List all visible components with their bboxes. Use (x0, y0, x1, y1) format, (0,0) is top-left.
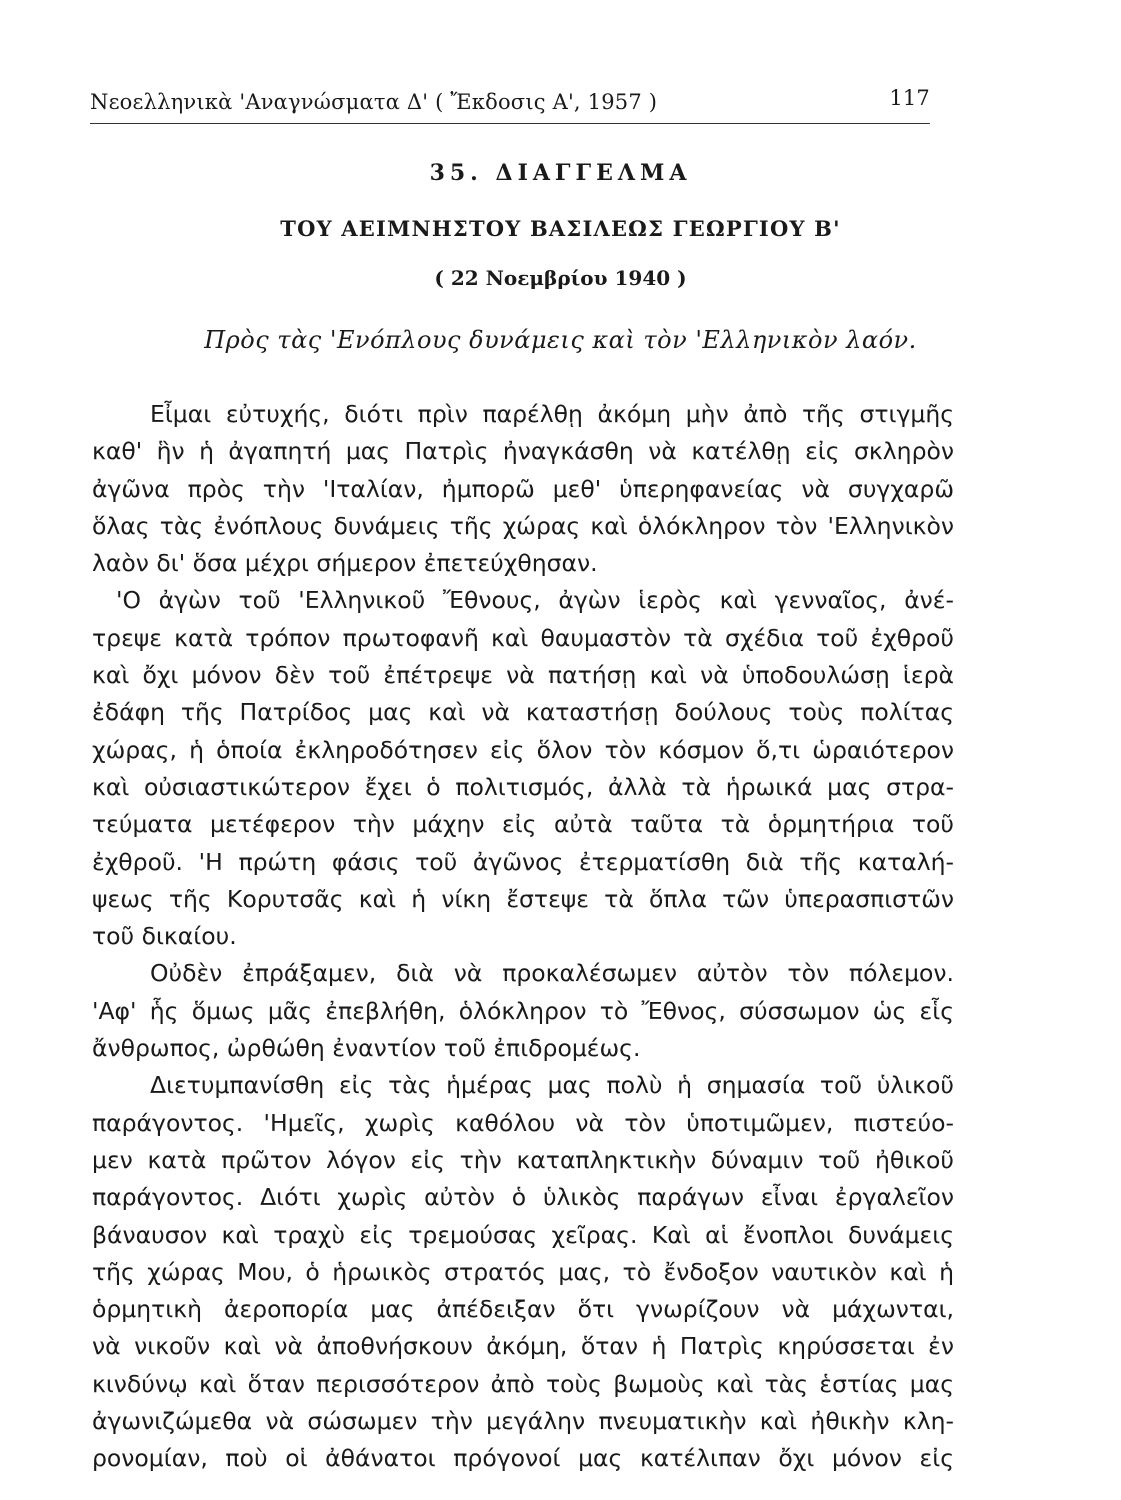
text-line: βάναυσον καὶ τραχὺ εἰς τρεμούσας χεῖρας. Καὶ αἱ ἔνοπλοι δυνάμεις (92, 1220, 954, 1249)
body-text (92, 396, 954, 1478)
text-line: Διετυμπανίσθη εἰς τὰς ἡμέρας μας πολὺ ἡ σημασία τοῦ ὑλικοῦ (150, 1071, 954, 1100)
chapter-subject: ΤΟΥ ΑΕΙΜΝΗΣΤΟΥ ΒΑΣΙΛΕΩΣ ΓΕΩΡΓΙΟΥ Β' (280, 216, 841, 241)
chapter-date: ( 22 Νοεμβρίου 1940 ) (434, 266, 687, 290)
text-line: 'Ο ἀγὼν τοῦ 'Ελληνικοῦ Ἔθνους, ἀγὼν ἱερὸς καὶ γενναῖος, ἀνέ- (116, 586, 954, 615)
text-line: καθ' ἣν ἡ ἀγαπητή μας Πατρὶς ἠναγκάσθη νὰ κατέλθῃ εἰς σκληρὸν (92, 437, 954, 466)
text-line: χώρας, ἡ ὁποία ἐκληροδότησεν εἰς ὅλον τὸν κόσμον ὅ,τι ὡραιότερον (92, 735, 954, 764)
text-line: ἐχθροῦ. 'Η πρώτη φάσις τοῦ ἀγῶνος ἐτερματίσθη διὰ τῆς καταλή- (92, 847, 954, 876)
text-line: Εἶμαι εὐτυχής, διότι πρὶν παρέλθῃ ἀκόμη μὴν ἀπὸ τῆς στιγμῆς (150, 400, 954, 428)
text-line: ἐδάφη τῆς Πατρίδος μας καὶ νὰ καταστήσῃ δούλους τοὺς πολίτας (92, 698, 954, 727)
header-rule (90, 123, 930, 124)
text-line: ὁρμητικὴ ἀεροπορία μας ἀπέδειξαν ὅτι γνωρίζουν νὰ μάχωνται, (92, 1295, 954, 1324)
text-line: Οὐδὲν ἐπράξαμεν, διὰ νὰ προκαλέσωμεν αὐτὸν τὸν πόλεμον. (150, 959, 954, 988)
text-line: τῆς χώρας Μου, ὁ ἡρωικὸς στρατός μας, τὸ ἔνδοξον ναυτικὸν καὶ ἡ (92, 1257, 954, 1286)
text-line: καὶ οὐσιαστικώτερον ἔχει ὁ πολιτισμός, ἀλλὰ τὰ ἡρωικά μας στρα- (92, 772, 954, 801)
running-header-title: Νεοελληνικὰ 'Αναγνώσματα Δ' ( Ἔκδοσις Α', 1957 ) (90, 90, 658, 114)
text-line: μεν κατὰ πρῶτον λόγον εἰς τὴν καταπληκτικὴν δύναμιν τοῦ ἠθικοῦ (92, 1145, 954, 1174)
text-line: 'Αφ' ἧς ὅμως μᾶς ἐπεβλήθη, ὁλόκληρον τὸ Ἔθνος, σύσσωμον ὡς εἷς (92, 996, 954, 1025)
page-number: 117 (889, 86, 930, 110)
addressee-line: Πρὸς τὰς 'Ενόπλους δυνάμεις καὶ τὸν 'Ελληνικὸν λαόν. (204, 326, 917, 354)
text-line: ἄνθρωπος, ὠρθώθη ἐναντίον τοῦ ἐπιδρομέως. (92, 1034, 641, 1063)
text-line: καὶ ὄχι μόνον δὲν τοῦ ἐπέτρεψε νὰ πατήσῃ καὶ νὰ ὑποδουλώσῃ ἱερὰ (92, 661, 954, 690)
text-line: ψεως τῆς Κορυτσᾶς καὶ ἡ νίκη ἔστεψε τὰ ὅπλα τῶν ὑπερασπιστῶν (92, 884, 954, 913)
text-line: νὰ νικοῦν καὶ νὰ ἀποθνήσκουν ἀκόμη, ὅταν ἡ Πατρὶς κηρύσσεται ἐν (92, 1332, 954, 1361)
text-line: παράγοντος. Διότι χωρὶς αὐτὸν ὁ ὑλικὸς παράγων εἶναι ἐργαλεῖον (92, 1183, 954, 1212)
text-line: κινδύνῳ καὶ ὅταν περισσότερον ἀπὸ τοὺς βωμοὺς καὶ τὰς ἑστίας μας (92, 1369, 954, 1398)
text-line: παράγοντος. 'Ημεῖς, χωρὶς καθόλου νὰ τὸν ὑποτιμῶμεν, πιστεύο- (92, 1108, 954, 1137)
text-line: τρεψε κατὰ τρόπον πρωτοφανῆ καὶ θαυμαστὸν τὰ σχέδια τοῦ ἐχθροῦ (92, 623, 954, 652)
running-header (90, 86, 930, 126)
text-line: ὅλας τὰς ἐνόπλους δυνάμεις τῆς χώρας καὶ ὁλόκληρον τὸν 'Ελληνικὸν (92, 511, 954, 540)
text-line: ρονομίαν, ποὺ οἱ ἀθάνατοι πρόγονοί μας κατέλιπαν ὄχι μόνον εἰς (92, 1444, 954, 1473)
chapter-title: 35. ΔΙΑΓΓΕΛΜΑ (429, 160, 692, 186)
text-line: ἀγῶνα πρὸς τὴν 'Ιταλίαν, ἠμπορῶ μεθ' ὑπερηφανείας νὰ συγχαρῶ (92, 474, 954, 503)
text-line: τοῦ δικαίου. (92, 922, 237, 951)
text-line: λαὸν δι' ὅσα μέχρι σήμερον ἐπετεύχθησαν. (92, 549, 598, 578)
text-line: τεύματα μετέφερον τὴν μάχην εἰς αὐτὰ ταῦτα τὰ ὁρμητήρια τοῦ (92, 810, 954, 839)
text-line: ἀγωνιζώμεθα νὰ σώσωμεν τὴν μεγάλην πνευματικὴν καὶ ἠθικὴν κλη- (92, 1407, 954, 1436)
